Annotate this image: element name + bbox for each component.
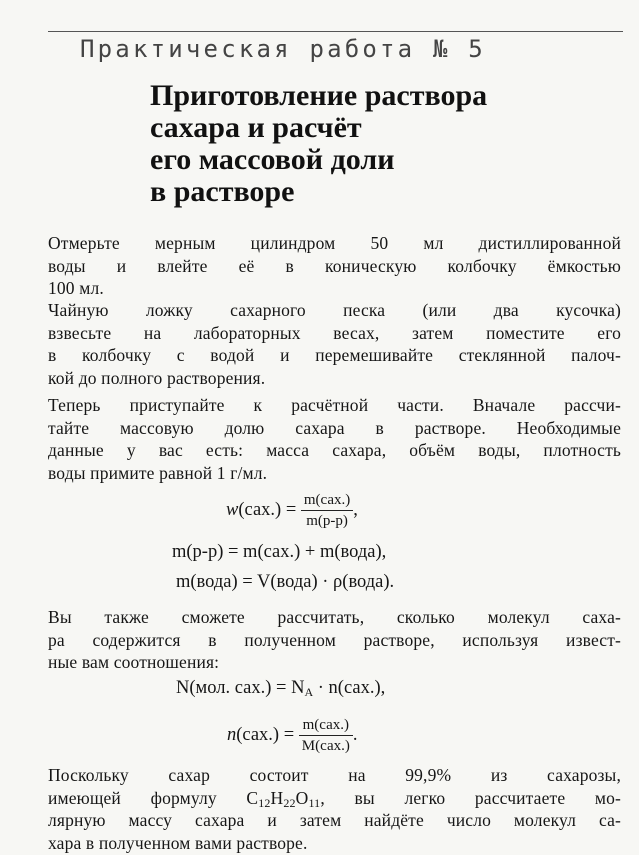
formula-var: n xyxy=(227,724,237,745)
formula-text: · n(сах.), xyxy=(313,678,386,698)
title-line: сахара и расчёт xyxy=(150,111,362,144)
fraction-numerator: m(сах.) xyxy=(299,716,353,736)
formula-tail: , xyxy=(353,499,358,520)
text-line: ные вам соотношения: xyxy=(48,652,220,673)
text-line: кой до полного растворения. xyxy=(48,367,266,388)
formula-text: N(мол. сах.) = N xyxy=(176,678,305,698)
paragraph-5 xyxy=(48,764,621,854)
page-title xyxy=(150,80,620,208)
formula-amount xyxy=(227,716,357,755)
text-line: воды и влейте её в коническую колбочку ёмкостью xyxy=(48,255,621,276)
formula-arg: (сах.) = xyxy=(236,724,295,745)
title-line: его массовой доли xyxy=(150,143,395,176)
text-fragment: H xyxy=(270,787,284,808)
title-line: в растворе xyxy=(150,175,295,208)
title-line: Приготовление раствора xyxy=(150,79,488,112)
text-line: Отмерьте мерным цилиндром 50 мл дистиллированной xyxy=(48,233,621,253)
section-header: Практическая работа № 5 xyxy=(80,35,486,63)
text-fragment: имеющей формулу C xyxy=(48,787,259,808)
formula-fraction xyxy=(301,491,353,530)
formula-water-mass: m(вода) = V(вода) · ρ(вода). xyxy=(176,572,395,592)
text-line: Теперь приступайте к расчётной части. Вначале рассчи- xyxy=(48,395,621,415)
formula-arg: (сах.) = xyxy=(238,499,297,520)
text-line: воды примите равной 1 г/мл. xyxy=(48,462,268,483)
text-line: Поскольку сахар состоит на 99,9% из сахарозы, xyxy=(48,765,621,785)
fraction-numerator: m(сах.) xyxy=(301,491,353,511)
formula-fraction xyxy=(299,716,353,755)
text-line: ра содержится в полученном растворе, используя извест- xyxy=(48,629,621,650)
paragraph-2 xyxy=(48,299,621,389)
text-line: лярную массу сахара и затем найдёте число молекул са- xyxy=(48,810,621,831)
formula-solution-mass: m(р-р) = m(сах.) + m(вода), xyxy=(172,542,387,562)
paragraph-4 xyxy=(48,606,621,674)
formula-subscript: A xyxy=(304,685,314,699)
fraction-denominator: M(сах.) xyxy=(301,738,350,754)
formula-mass-fraction xyxy=(226,491,358,530)
text-fragment: , вы легко рассчитаете мо- xyxy=(320,787,621,808)
paragraph-3 xyxy=(48,394,621,484)
text-line: 100 мл. xyxy=(48,278,104,299)
text-line: в колбочку с водой и перемешивайте стеклянной палоч- xyxy=(48,345,621,366)
formula-molecule-count xyxy=(176,678,385,699)
header-rule xyxy=(48,31,623,32)
formula-var: w xyxy=(226,499,239,520)
text-line: взвесьте на лабораторных весах, затем поместите его xyxy=(48,322,621,343)
text-line: тайте массовую долю сахара в растворе. Необходимые xyxy=(48,417,621,438)
paragraph-1 xyxy=(48,232,621,300)
text-fragment: O xyxy=(295,787,309,808)
text-line: Вы также сможете рассчитать, сколько молекул саха- xyxy=(48,607,621,627)
text-line-with-formula xyxy=(48,787,621,810)
subscript: 22 xyxy=(283,795,296,810)
text-line: хара в полученном вами растворе. xyxy=(48,832,308,853)
subscript: 11 xyxy=(308,795,321,810)
text-line: Чайную ложку сахарного песка (или два кусочка) xyxy=(48,300,621,320)
formula-tail: . xyxy=(352,724,358,745)
fraction-denominator: m(р-р) xyxy=(306,513,348,529)
text-line: данные у вас есть: масса сахара, объём воды, плотность xyxy=(48,440,621,461)
subscript: 12 xyxy=(258,795,271,810)
